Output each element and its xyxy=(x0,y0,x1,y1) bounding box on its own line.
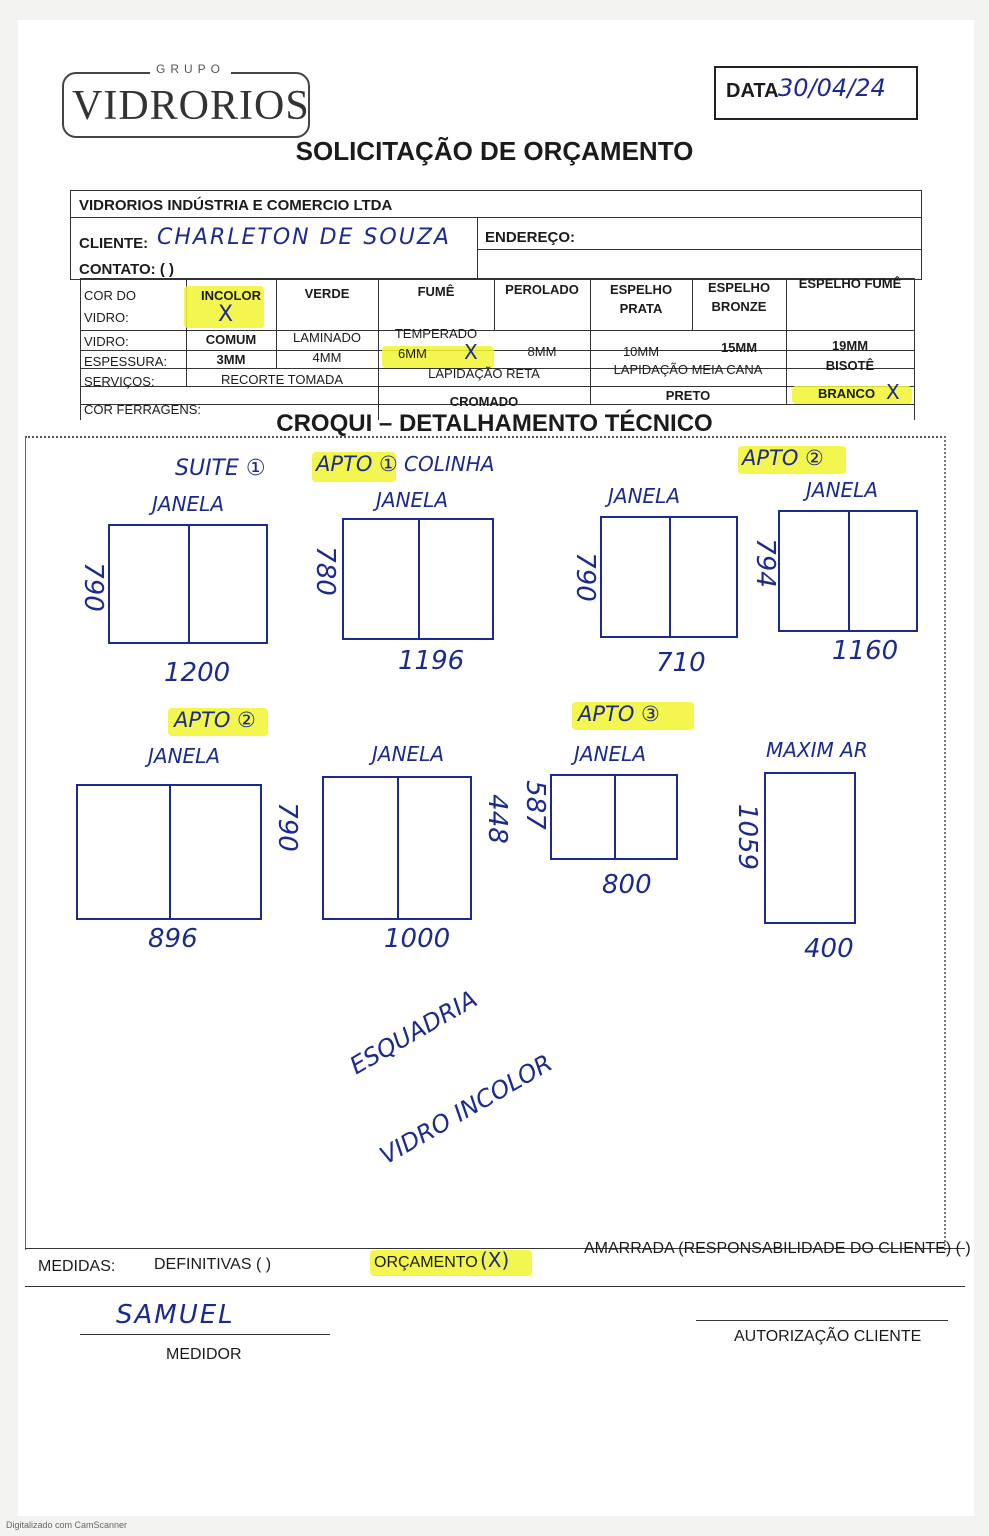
cor-label-1: COR DO xyxy=(84,288,136,303)
espessura-19mm[interactable]: 19MM xyxy=(831,338,869,353)
espessura-4mm[interactable]: 4MM xyxy=(312,350,342,365)
medidas-label: MEDIDAS: xyxy=(38,1258,116,1275)
footer-bottom-line xyxy=(25,1286,965,1287)
espessura-label: ESPESSURA: xyxy=(84,354,168,369)
autorizacao-label: AUTORIZAÇÃO CLIENTE xyxy=(734,1328,922,1345)
note-apto2-top: APTO ② xyxy=(742,446,824,470)
cor-espelho-prata[interactable]: ESPELHO PRATA xyxy=(609,282,673,316)
company-name: VIDRORIOS INDÚSTRIA E COMERCIO LTDA xyxy=(79,197,393,214)
window-6-width: 1000 xyxy=(384,924,451,954)
window-7-width: 800 xyxy=(602,870,652,900)
cor-incolor[interactable]: INCOLOR xyxy=(201,288,261,303)
note-apto2-bottom: APTO ② xyxy=(174,708,256,732)
note-apto1: APTO ① xyxy=(316,452,398,476)
espessura-15mm[interactable]: 15MM xyxy=(720,340,758,355)
cor-fume[interactable]: FUMÊ xyxy=(417,284,455,299)
servico-bisote[interactable]: BISOTÊ xyxy=(825,358,875,373)
window-1-label: JANELA xyxy=(152,492,225,516)
date-value: 30/04/24 xyxy=(778,74,886,102)
espessura-10mm[interactable]: 10MM xyxy=(622,344,660,359)
servico-recorte-tomada[interactable]: RECORTE TOMADA xyxy=(220,372,344,387)
date-label: DATA xyxy=(726,80,779,102)
window-2-height: 780 xyxy=(309,546,340,596)
ferragem-preto[interactable]: PRETO xyxy=(665,388,711,403)
window-7-label: JANELA xyxy=(574,742,647,766)
amarrada-option[interactable]: AMARRADA (RESPONSABILIDADE DO CLIENTE) ( ) xyxy=(584,1240,971,1257)
cor-espelho-fume[interactable]: ESPELHO FUMÊ xyxy=(798,276,902,291)
logo-group-text: GRUPO xyxy=(150,62,231,76)
window-5-height: 790 xyxy=(271,802,302,852)
window-4-width: 1160 xyxy=(832,636,899,666)
medidor-line xyxy=(80,1334,330,1335)
window-3-width: 710 xyxy=(656,648,706,678)
window-3-height: 790 xyxy=(569,552,600,602)
espessura-3mm[interactable]: 3MM xyxy=(216,352,246,367)
window-3-drawing xyxy=(600,516,738,638)
options-table xyxy=(80,278,914,418)
note-colinha: COLINHA xyxy=(404,452,495,476)
window-4-height: 794 xyxy=(749,538,780,588)
window-5-label: JANELA xyxy=(148,744,221,768)
window-7-height: 587 xyxy=(519,780,550,830)
contact-label: CONTATO: ( ) xyxy=(79,261,174,278)
servico-lapidacao-reta[interactable]: LAPIDAÇÃO RETA xyxy=(428,366,540,381)
espessura-6mm-mark: X xyxy=(464,340,478,364)
window-2-width: 1196 xyxy=(398,646,465,676)
client-label: CLIENTE: xyxy=(79,235,149,252)
vidro-temperado[interactable]: TEMPERADO xyxy=(394,326,478,341)
window-3-label: JANELA xyxy=(608,484,681,508)
servico-lapidacao-meia-cana[interactable]: LAPIDAÇÃO MEIA CANA xyxy=(613,362,763,377)
cor-verde[interactable]: VERDE xyxy=(304,286,350,301)
window-4-drawing xyxy=(778,510,918,632)
ferragem-cromado[interactable]: CROMADO xyxy=(449,394,519,409)
window-5-drawing xyxy=(76,784,262,920)
window-8-width: 400 xyxy=(804,934,854,964)
window-1-drawing xyxy=(108,524,268,644)
window-6-height: 448 xyxy=(481,794,512,844)
croqui-title: CROQUI – DETALHAMENTO TÉCNICO xyxy=(276,410,713,437)
window-1-height: 790 xyxy=(77,562,108,612)
logo-name: VIDRORIOS xyxy=(72,83,310,129)
scanner-watermark: Digitalizado com CamScanner xyxy=(6,1520,128,1530)
window-6-drawing xyxy=(322,776,472,920)
window-7-drawing xyxy=(550,774,678,860)
note-vidro-incolor: VIDRO INCOLOR xyxy=(375,1048,558,1171)
vidro-comum[interactable]: COMUM xyxy=(205,332,257,347)
window-5-width: 896 xyxy=(148,924,198,954)
servicos-label: SERVIÇOS: xyxy=(84,374,155,389)
window-4-label: JANELA xyxy=(806,478,879,502)
cor-incolor-mark: X xyxy=(218,302,234,327)
window-8-drawing xyxy=(764,772,856,924)
orcamento-option[interactable]: ORÇAMENTO xyxy=(374,1254,478,1271)
note-suite: SUITE ① xyxy=(175,456,266,481)
address-label: ENDEREÇO: xyxy=(485,229,576,246)
espessura-8mm[interactable]: 8MM xyxy=(527,344,557,359)
espessura-6mm[interactable]: 6MM xyxy=(398,346,427,361)
medidor-label: MEDIDOR xyxy=(166,1346,242,1363)
note-esquadria: ESQUADRIA xyxy=(345,984,482,1081)
ferragem-branco-mark: X xyxy=(886,380,900,404)
autorizacao-line xyxy=(696,1320,948,1321)
medidor-signature: SAMUEL xyxy=(116,1300,235,1330)
window-6-label: JANELA xyxy=(372,742,445,766)
window-2-drawing xyxy=(342,518,494,640)
definitivas-option[interactable]: DEFINITIVAS ( ) xyxy=(154,1256,272,1273)
window-8-label: MAXIM AR xyxy=(766,738,868,762)
cor-label-2: VIDRO: xyxy=(84,310,129,325)
note-apto3: APTO ③ xyxy=(578,702,660,726)
ferragem-branco[interactable]: BRANCO xyxy=(818,386,876,401)
page-title: SOLICITAÇÃO DE ORÇAMENTO xyxy=(295,136,694,166)
window-1-width: 1200 xyxy=(164,658,231,688)
client-value: CHARLETON DE SOUZA xyxy=(157,225,451,250)
cor-espelho-bronze[interactable]: ESPELHO BRONZE xyxy=(707,280,771,314)
vidro-label: VIDRO: xyxy=(84,334,129,349)
orcamento-mark: (X) xyxy=(480,1248,510,1272)
cor-perolado[interactable]: PEROLADO xyxy=(505,282,579,297)
ferragens-label: COR FERRAGENS: xyxy=(84,402,202,417)
window-8-height: 1059 xyxy=(732,803,763,871)
client-header-table xyxy=(70,190,922,280)
vidro-laminado[interactable]: LAMINADO xyxy=(293,330,361,345)
window-2-label: JANELA xyxy=(376,488,449,512)
